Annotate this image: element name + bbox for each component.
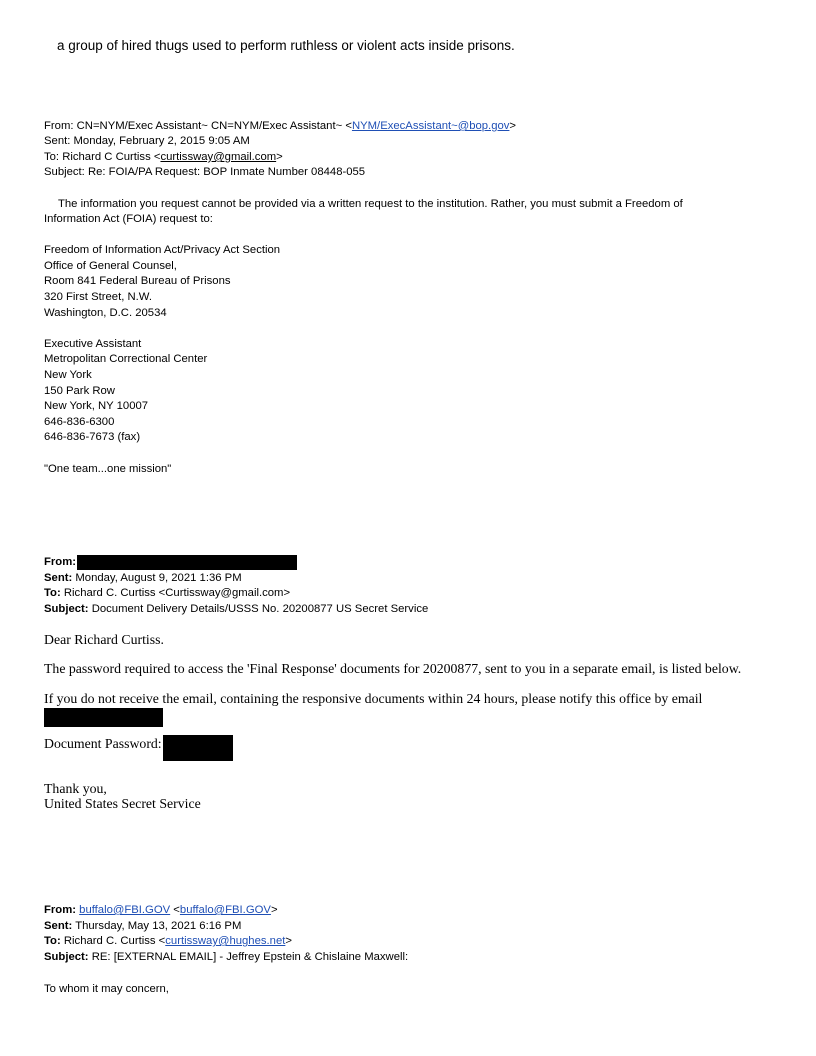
address-line: Freedom of Information Act/Privacy Act Section (44, 244, 281, 256)
address-line: 320 First Street, N.W. (44, 291, 152, 303)
email2-org: United States Secret Service (44, 796, 201, 811)
email3-subject: Subject: RE: [EXTERNAL EMAIL] - Jeffrey Epstein & Chislaine Maxwell: (44, 951, 409, 963)
address-line: Washington, D.C. 20534 (44, 307, 167, 319)
email2-password-label: Document Password: (44, 736, 162, 751)
email3-from: From: buffalo@FBI.GOV <buffalo@FBI.GOV> (44, 904, 278, 916)
signature-line: New York, NY 10007 (44, 400, 149, 412)
redaction-box (163, 735, 233, 761)
signature-line: 646-836-6300 (44, 416, 115, 428)
motto: "One team...one mission" (44, 463, 172, 475)
redaction-box (77, 555, 297, 570)
email2-sent: Sent: Monday, August 9, 2021 1:36 PM (44, 572, 242, 584)
email1-sent: Sent: Monday, February 2, 2015 9:05 AM (44, 135, 250, 147)
signature-line: Executive Assistant (44, 338, 142, 350)
signature-line: New York (44, 369, 92, 381)
email1-from-link[interactable]: NYM/ExecAssistant~@bop.gov (351, 120, 510, 132)
email1-body-line1: The information you request cannot be provided via a written request to the institution. Rather, you must submit a Freedom of (58, 198, 683, 210)
email1-subject: Subject: Re: FOIA/PA Request: BOP Inmate Number 08448-055 (44, 166, 366, 178)
email2-para2: If you do not receive the email, containing the responsive documents within 24 hours, please notify this office by email (44, 691, 703, 706)
email2-para1: The password required to access the 'Final Response' documents for 20200877, sent to you in a separate email, is listed below. (44, 661, 742, 676)
address-line: Room 841 Federal Bureau of Prisons (44, 275, 231, 287)
email3-to: To: Richard C. Curtiss <curtissway@hughes.net> (44, 935, 292, 947)
email1-from: From: CN=NYM/Exec Assistant~ CN=NYM/Exec Assistant~ <NYM/ExecAssistant~@bop.gov> (44, 120, 517, 132)
redaction-box (44, 708, 163, 727)
email3-from-link[interactable]: buffalo@FBI.GOV (79, 904, 171, 916)
email3-salutation: To whom it may concern, (44, 983, 169, 995)
email2-to: To: Richard C. Curtiss <Curtissway@gmail.com> (44, 587, 291, 599)
email3-from-link-2[interactable]: buffalo@FBI.GOV (179, 904, 271, 916)
signature-line: 150 Park Row (44, 385, 115, 397)
email1-body-line2: Information Act (FOIA) request to: (44, 213, 213, 225)
email1-to: To: Richard C Curtiss <curtissway@gmail.com> (44, 151, 283, 163)
email1-to-link[interactable]: curtissway@gmail.com (160, 151, 277, 163)
email3-to-link[interactable]: curtissway@hughes.net (165, 935, 286, 947)
address-line: Office of General Counsel, (44, 260, 177, 272)
signature-line: Metropolitan Correctional Center (44, 353, 208, 365)
email2-from: From: (44, 556, 77, 568)
email2-greeting: Dear Richard Curtiss. (44, 632, 164, 647)
email2-closing: Thank you, (44, 781, 107, 796)
email3-sent: Sent: Thursday, May 13, 2021 6:16 PM (44, 920, 242, 932)
top-text: a group of hired thugs used to perform ruthless or violent acts inside prisons. (57, 38, 515, 53)
signature-line: 646-836-7673 (fax) (44, 431, 141, 443)
email2-subject: Subject: Document Delivery Details/USSS No. 20200877 US Secret Service (44, 603, 429, 615)
